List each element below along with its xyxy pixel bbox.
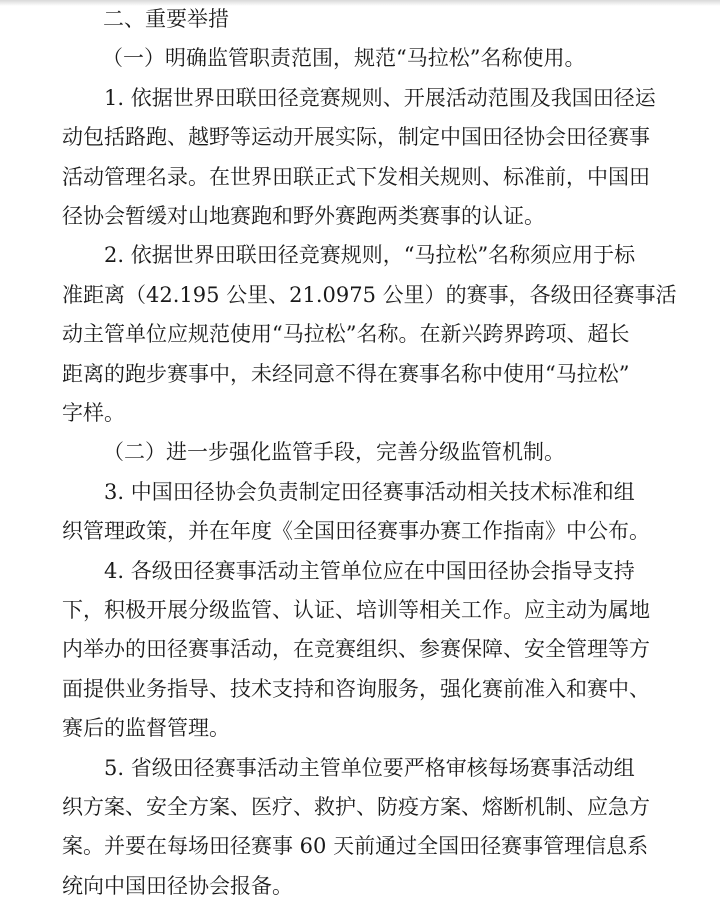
paragraph-2-line-2: 准距离（42.195 公里、21.0975 公里）的赛事，各级田径赛事活: [62, 282, 677, 307]
paragraph-1-line-4: 径协会暂缓对山地赛跑和野外赛跑两类赛事的认证。: [62, 204, 545, 228]
paragraph-2-line-4: 距离的跑步赛事中，未经同意不得在赛事名称中使用“马拉松”: [62, 361, 630, 386]
section-heading: 二、重要举措: [103, 7, 229, 31]
paragraph-4-line-4: 面提供业务指导、技术支持和咨询服务，强化赛前准入和赛中、: [62, 676, 650, 701]
subheading-1: （一）明确监管职责范围，规范“马拉松”名称使用。: [102, 46, 586, 71]
paragraph-1-line-3: 活动管理名录。在世界田联正式下发相关规则、标准前，中国田: [62, 164, 650, 189]
paragraph-1-line-2: 动包括路跑、越野等运动开展实际，制定中国田径协会田径赛事: [62, 125, 650, 150]
paragraph-5-line-4: 统向中国田径协会报备。: [62, 873, 293, 898]
paragraph-4-line-1: 4. 各级田径赛事活动主管单位应在中国田径协会指导支持: [104, 558, 635, 583]
paragraph-2-line-1: 2. 依据世界田联田径竞赛规则，“马拉松”名称须应用于标: [104, 243, 636, 268]
paragraph-2-line-3: 动主管单位应规范使用“马拉松”名称。在新兴跨界跨项、超长: [62, 322, 630, 347]
paragraph-5-line-2: 织方案、安全方案、医疗、救护、防疫方案、熔断机制、应急方: [62, 795, 650, 819]
subheading-2: （二）进一步强化监管手段，完善分级监管机制。: [103, 440, 565, 465]
paragraph-5-line-3: 案。并要在每场田径赛事 60 天前通过全国田径赛事管理信息系: [62, 834, 649, 859]
paragraph-4-line-3: 内举办的田径赛事活动，在竞赛组织、参赛保障、安全管理等方: [62, 637, 650, 662]
paragraph-1-line-1: 1. 依据世界田联田径竞赛规则、开展活动范围及我国田径运: [104, 85, 656, 110]
paragraph-4-line-5: 赛后的监督管理。: [62, 716, 230, 741]
paragraph-2-line-5: 字样。: [62, 401, 125, 425]
paragraph-4-line-2: 下，积极开展分级监管、认证、培训等相关工作。应主动为属地: [62, 598, 650, 622]
paragraph-3-line-1: 3. 中国田径协会负责制定田径赛事活动相关技术标准和组: [104, 479, 635, 504]
paragraph-3-line-2: 织管理政策，并在年度《全国田径赛事办赛工作指南》中公布。: [62, 519, 650, 544]
paragraph-5-line-1: 5. 省级田径赛事活动主管单位要严格审核每场赛事活动组: [104, 755, 635, 780]
